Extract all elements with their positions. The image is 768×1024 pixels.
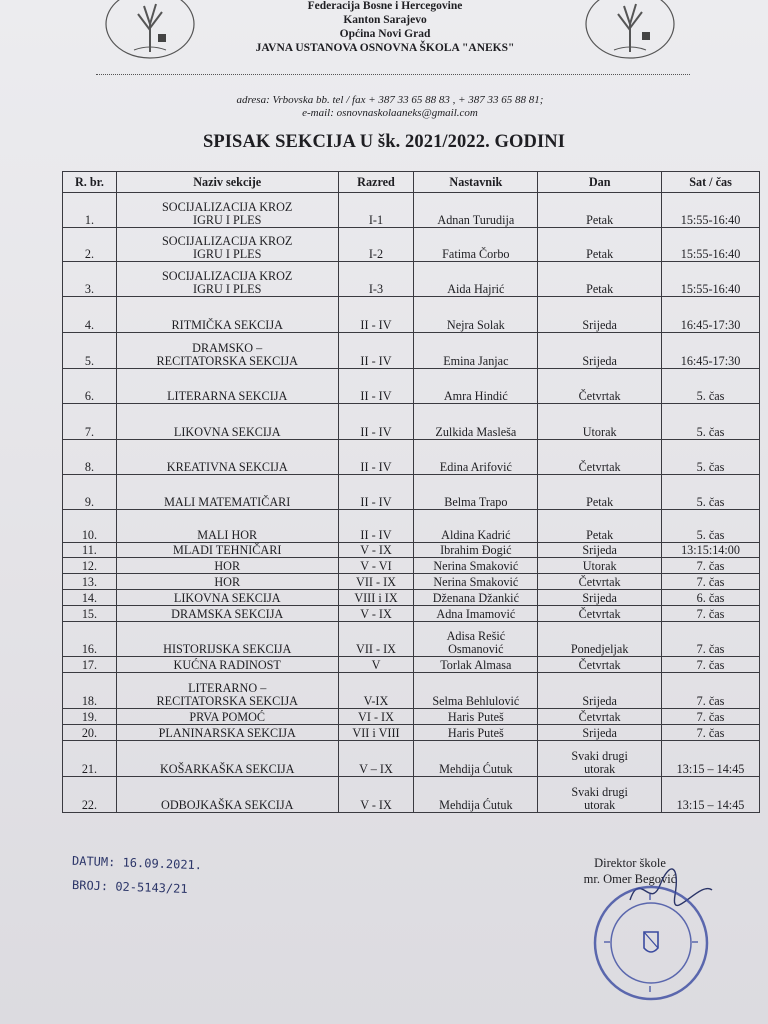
teacher-line: Fatima Čorbo [442,247,510,261]
teacher-cell [414,440,538,475]
grade-cell: I-3 [338,262,414,297]
day-cell [538,558,662,574]
teacher-line: Mehdija Ćutuk [439,762,513,776]
table-row [63,440,760,475]
section-name-line: PRVA POMOĆ [189,710,266,724]
teacher-cell [414,622,538,657]
section-name-line: LIKOVNA SEKCIJA [173,591,281,605]
grade-cell: V-IX [338,673,414,709]
section-name-cell [116,709,338,725]
section-name-line: SOCIJALIZACIJA KROZ [162,234,293,248]
teacher-cell [414,777,538,813]
grade-cell: V - VI [338,558,414,574]
day-line: Četvrtak [578,607,621,621]
row-number-cell: 8. [63,440,117,475]
table-row [63,262,760,297]
day-cell [538,657,662,673]
signature-name: mr. Omer Begović [583,872,677,886]
row-number-cell: 21. [63,741,117,777]
time-cell: 6. čas [662,590,760,606]
row-number-cell: 12. [63,558,117,574]
table-row [63,622,760,657]
section-name-line: LITERARNO – [188,681,267,695]
day-cell [538,262,662,297]
day-line: Četvrtak [578,658,621,672]
teacher-line: Edina Arifović [439,460,512,474]
row-number-cell: 4. [63,297,117,333]
section-name-line: KREATIVNA SEKCIJA [166,460,288,474]
teacher-cell [414,297,538,333]
section-name-cell [116,475,338,510]
grade-cell: V - IX [338,777,414,813]
time-cell: 7. čas [662,606,760,622]
time-cell: 13:15 – 14:45 [662,777,760,813]
grade-cell: II - IV [338,297,414,333]
table-row [63,673,760,709]
day-line: Utorak [582,425,617,439]
section-name-line: DRAMSKA SEKCIJA [171,607,284,621]
section-name-cell [116,558,338,574]
grade-cell: I-1 [338,193,414,228]
teacher-cell [414,543,538,558]
day-cell [538,606,662,622]
section-name-cell [116,725,338,741]
section-name-line: IGRU I PLES [193,282,262,296]
time-cell: 15:55-16:40 [662,193,760,228]
table-row [63,741,760,777]
day-line: Ponedjeljak [570,642,629,656]
section-name-cell [116,673,338,709]
grade-cell: II - IV [338,440,414,475]
official-stamp [592,884,710,1002]
row-number-cell: 11. [63,543,117,558]
teacher-cell [414,606,538,622]
sections-table [62,171,760,813]
teacher-line: Adna Imamović [436,607,516,621]
document-title: SPISAK SEKCIJA U šk. 2021/2022. GODINI [202,132,566,152]
table-row [63,590,760,606]
day-cell [538,333,662,369]
time-cell: 7. čas [662,673,760,709]
row-number-cell: 19. [63,709,117,725]
section-name-cell [116,297,338,333]
row-number-cell: 1. [63,193,117,228]
grade-cell: II - IV [338,333,414,369]
time-cell: 16:45-17:30 [662,297,760,333]
email-line: e-mail: osnovnaskolaaneks@gmail.com [302,107,478,119]
header-line-4: JAVNA USTANOVA OSNOVNA ŠKOLA "ANEKS" [255,42,515,54]
day-cell [538,510,662,543]
teacher-cell [414,673,538,709]
table-row [63,228,760,262]
header-naziv: Naziv sekcije [116,172,338,193]
handwritten-date: DATUM: 16.09.2021. [71,853,203,873]
teacher-line: Nerina Smaković [433,575,519,589]
teacher-line: Selma Behlulović [432,694,520,708]
row-number-cell: 10. [63,510,117,543]
day-line: Srijeda [582,318,617,332]
time-cell: 5. čas [662,475,760,510]
day-cell [538,193,662,228]
section-name-cell [116,606,338,622]
grade-cell: VII i VIII [338,725,414,741]
day-cell [538,404,662,440]
day-line: Srijeda [582,694,617,708]
teacher-line: Osmanović [448,642,504,656]
row-number-cell: 3. [63,262,117,297]
day-line: Svaki drugi [571,749,628,763]
grade-cell: V – IX [338,741,414,777]
day-line: Petak [586,247,614,261]
section-name-line: ODBOJKAŠKA SEKCIJA [161,798,294,812]
institution-header [200,0,570,55]
teacher-line: Adisa Rešić [446,629,506,643]
day-cell [538,543,662,558]
grade-cell: I-2 [338,228,414,262]
row-number-cell: 2. [63,228,117,262]
day-line: Četvrtak [578,710,621,724]
day-cell [538,369,662,404]
row-number-cell: 14. [63,590,117,606]
grade-cell: II - IV [338,475,414,510]
day-line: Četvrtak [578,575,621,589]
time-cell: 7. čas [662,725,760,741]
teacher-line: Ibrahim Đogić [440,543,512,557]
teacher-line: Nejra Solak [446,318,505,332]
section-name-cell [116,657,338,673]
school-logo-left [104,0,196,60]
table-row [63,369,760,404]
day-cell [538,725,662,741]
section-name-cell [116,333,338,369]
day-line: Srijeda [582,726,617,740]
section-name-cell [116,193,338,228]
section-name-line: IGRU I PLES [193,247,262,261]
section-name-line: DRAMSKO – [192,341,263,355]
time-cell: 5. čas [662,510,760,543]
grade-cell: II - IV [338,510,414,543]
row-number-cell: 16. [63,622,117,657]
teacher-line: Zulkida Masleša [435,425,517,439]
section-name-line: MLADI TEHNIČARI [172,543,282,557]
teacher-line: Emina Janjac [443,354,509,368]
day-line: Četvrtak [578,460,621,474]
section-name-line: KUĆNA RADINOST [173,658,281,672]
time-cell: 7. čas [662,657,760,673]
section-name-cell [116,228,338,262]
section-name-line: MALI HOR [197,528,258,542]
header-line-3: Općina Novi Grad [339,28,431,40]
time-cell: 13:15:14:00 [662,543,760,558]
row-number-cell: 5. [63,333,117,369]
time-cell: 16:45-17:30 [662,333,760,369]
section-name-cell [116,404,338,440]
table-row [63,558,760,574]
time-cell: 15:55-16:40 [662,262,760,297]
section-name-cell [116,369,338,404]
teacher-cell [414,709,538,725]
header-nr: R. br. [63,172,117,193]
day-cell [538,574,662,590]
day-line: utorak [584,762,616,776]
section-name-cell [116,440,338,475]
row-number-cell: 9. [63,475,117,510]
table-row [63,297,760,333]
teacher-line: Haris Puteš [447,726,504,740]
teacher-line: Belma Trapo [444,495,508,509]
section-name-line: HISTORIJSKA SEKCIJA [163,642,292,656]
day-line: Petak [586,528,614,542]
section-name-cell [116,574,338,590]
day-cell [538,440,662,475]
header-dan: Dan [538,172,662,193]
table-body [63,193,760,813]
day-line: Srijeda [582,543,617,557]
section-name-line: IGRU I PLES [193,213,262,227]
day-cell [538,673,662,709]
section-name-line: HOR [214,559,241,573]
teacher-cell [414,590,538,606]
section-name-line: SOCIJALIZACIJA KROZ [162,200,293,214]
day-line: Srijeda [582,591,617,605]
section-name-line: SOCIJALIZACIJA KROZ [162,269,293,283]
header-line-1: Federacija Bosne i Hercegovine [307,0,463,12]
section-name-line: MALI MATEMATIČARI [164,495,291,509]
row-number-cell: 18. [63,673,117,709]
handwritten-number: BROJ: 02-5143/21 [71,877,188,897]
day-cell [538,297,662,333]
teacher-cell [414,574,538,590]
grade-cell: II - IV [338,404,414,440]
time-cell: 13:15 – 14:45 [662,741,760,777]
day-cell [538,777,662,813]
section-name-cell [116,543,338,558]
day-cell [538,590,662,606]
teacher-line: Aida Hajrić [447,282,505,296]
day-line: Utorak [582,559,617,573]
time-cell: 15:55-16:40 [662,228,760,262]
table-row [63,657,760,673]
row-number-cell: 22. [63,777,117,813]
row-number-cell: 6. [63,369,117,404]
time-cell: 7. čas [662,622,760,657]
day-line: Četvrtak [578,389,621,403]
table-row [63,404,760,440]
time-cell: 5. čas [662,369,760,404]
teacher-cell [414,193,538,228]
teacher-cell [414,725,538,741]
day-line: Petak [586,213,614,227]
school-logo-right [584,0,676,60]
grade-cell: V - IX [338,606,414,622]
grade-cell: II - IV [338,369,414,404]
row-number-cell: 13. [63,574,117,590]
table-header-row [63,172,760,193]
day-line: Svaki drugi [571,785,628,799]
teacher-line: Mehdija Ćutuk [439,798,513,812]
teacher-cell [414,510,538,543]
teacher-line: Amra Hindić [443,389,508,403]
grade-cell: V [338,657,414,673]
time-cell: 7. čas [662,709,760,725]
row-number-cell: 7. [63,404,117,440]
day-line: Petak [586,282,614,296]
time-cell: 5. čas [662,440,760,475]
grade-cell: V - IX [338,543,414,558]
section-name-cell [116,622,338,657]
day-cell [538,709,662,725]
time-cell: 7. čas [662,574,760,590]
day-line: Petak [586,495,614,509]
header-line-2: Kanton Sarajevo [343,14,427,26]
grade-cell: VII - IX [338,574,414,590]
section-name-line: RITMIČKA SEKCIJA [171,318,283,332]
row-number-cell: 15. [63,606,117,622]
grade-cell: VII - IX [338,622,414,657]
teacher-line: Nerina Smaković [433,559,519,573]
row-number-cell: 20. [63,725,117,741]
section-name-line: RECITATORSKA SEKCIJA [156,354,298,368]
table-row [63,510,760,543]
row-number-cell: 17. [63,657,117,673]
table-row [63,193,760,228]
section-name-line: LITERARNA SEKCIJA [167,389,288,403]
table-row [63,475,760,510]
section-name-line: PLANINARSKA SEKCIJA [158,726,296,740]
header-nastavnik: Nastavnik [414,172,538,193]
teacher-line: Aldina Kadrić [441,528,511,542]
time-cell: 7. čas [662,558,760,574]
teacher-line: Haris Puteš [447,710,504,724]
header-razred: Razred [338,172,414,193]
section-name-line: KOŠARKAŠKA SEKCIJA [159,762,295,776]
header-sat: Sat / čas [662,172,760,193]
teacher-line: Adnan Turudija [437,213,515,227]
teacher-cell [414,741,538,777]
day-line: utorak [584,798,616,812]
table-row [63,709,760,725]
teacher-line: Torlak Almasa [440,658,512,672]
section-name-cell [116,777,338,813]
table-row [63,725,760,741]
section-name-cell [116,741,338,777]
grade-cell: VIII i IX [338,590,414,606]
section-name-cell [116,510,338,543]
table-row [63,777,760,813]
table-row [63,543,760,558]
teacher-cell [414,228,538,262]
teacher-cell [414,404,538,440]
teacher-cell [414,475,538,510]
day-cell [538,622,662,657]
section-name-line: HOR [214,575,241,589]
teacher-cell [414,369,538,404]
teacher-cell [414,262,538,297]
address-line: adresa: Vrbovska bb. tel / fax + 387 33 65 88 83 , + 387 33 65 88 81; [236,94,544,106]
time-cell: 5. čas [662,404,760,440]
day-cell [538,475,662,510]
section-name-cell [116,262,338,297]
section-name-line: RECITATORSKA SEKCIJA [156,694,298,708]
section-name-line: LIKOVNA SEKCIJA [173,425,281,439]
teacher-line: Dženana Džankić [432,591,519,605]
table-row [63,574,760,590]
signature-role: Direktor škole [594,856,666,870]
table-row [63,333,760,369]
day-cell [538,228,662,262]
table-row [63,606,760,622]
day-cell [538,741,662,777]
day-line: Srijeda [582,354,617,368]
grade-cell: VI - IX [338,709,414,725]
teacher-cell [414,657,538,673]
teacher-cell [414,558,538,574]
section-name-cell [116,590,338,606]
teacher-cell [414,333,538,369]
header-divider [96,74,690,75]
